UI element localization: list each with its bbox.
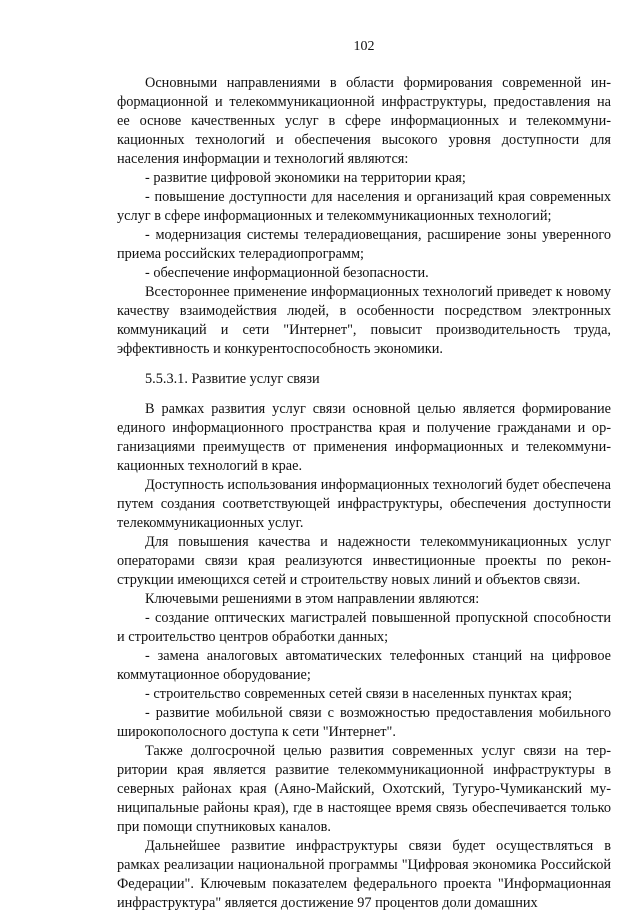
list-item-optical-backbones: - создание оптических магистралей повышенной пропускной способности и строительство центров обработки данных;: [117, 610, 611, 645]
list-item-modern-networks: - строительство современных сетей связи в населенных пунктах края;: [145, 686, 573, 702]
paragraph-northern-districts: Также долгосрочной целью развития современных услуг связи на территории края является развитие телекоммуникационной инфраструктуры в северных районах края (Аяно-Майский, Охотский, Тугуро-Чумиканский муниципальные районы края), где в настоящее время связь обеспечивается только при помощи спутниковых каналов.: [117, 743, 611, 835]
list-item-digital-economy: - развитие цифровой экономики на территории края;: [145, 170, 466, 186]
list-item-broadcasting-modernization: - модернизация системы телерадиовещания, расширение зоны уверенного приема российских телерадиопрограмм;: [117, 227, 611, 262]
paragraph-key-solutions: Ключевыми решениями в этом направлении являются:: [145, 591, 480, 607]
page-number: 102: [353, 39, 375, 54]
list-item-information-security: - обеспечение информационной безопасности.: [145, 265, 429, 281]
list-item-digital-exchanges: - замена аналоговых автоматических телефонных станций на цифровое коммутационное оборудование;: [117, 648, 611, 683]
paragraph-it-accessibility: Доступность использования информационных технологий будет обеспечена путем создания соответствующей инфраструктуры, обеспечения доступности телекоммуникационных услуг.: [117, 477, 611, 531]
section-heading: 5.5.3.1. Развитие услуг связи: [145, 371, 320, 387]
paragraph-main-directions: Основными направлениями в области формирования современной информационной и телекоммуникационной инфраструктуры, предоставления на ее основе качественных услуг в сфере информационных и телекоммуникационных технологий и обеспечения высокого уровня доступности для населения информации и технологий являются:: [117, 75, 611, 167]
paragraph-investment-projects: Для повышения качества и надежности телекоммуникационных услуг операторами связи края реализуются инвестиционные проекты по реконструкции имеющихся сетей и строительству новых линий и объектов связи.: [117, 534, 611, 588]
list-item-service-accessibility: - повышение доступности для населения и организаций края современных услуг в сфере информационных и телекоммуникационных технологий;: [117, 189, 611, 224]
paragraph-it-application: Всестороннее применение информационных технологий приведет к новому качеству взаимодействия людей, в особенности посредством электронных коммуникаций и сети "Интернет", повысит производительность труда, эффективность и конкурентоспособность экономики.: [117, 284, 611, 357]
list-item-mobile-broadband: - развитие мобильной связи с возможностью предоставления мобильного широкополосного доступа к сети "Интернет".: [117, 705, 611, 740]
paragraph-communication-goal: В рамках развития услуг связи основной целью является формирование единого информационного пространства края и получение гражданами и организациями преимуществ от применения информационных и телекоммуникационных технологий в крае.: [117, 401, 611, 474]
paragraph-national-program: Дальнейшее развитие инфраструктуры связи будет осуществляться в рамках реализации национальной программы "Цифровая экономика Российской Федерации". Ключевым показателем федерального проекта "Информационная инфраструктура" является достижение 97 процентов доли домашних: [117, 838, 611, 911]
